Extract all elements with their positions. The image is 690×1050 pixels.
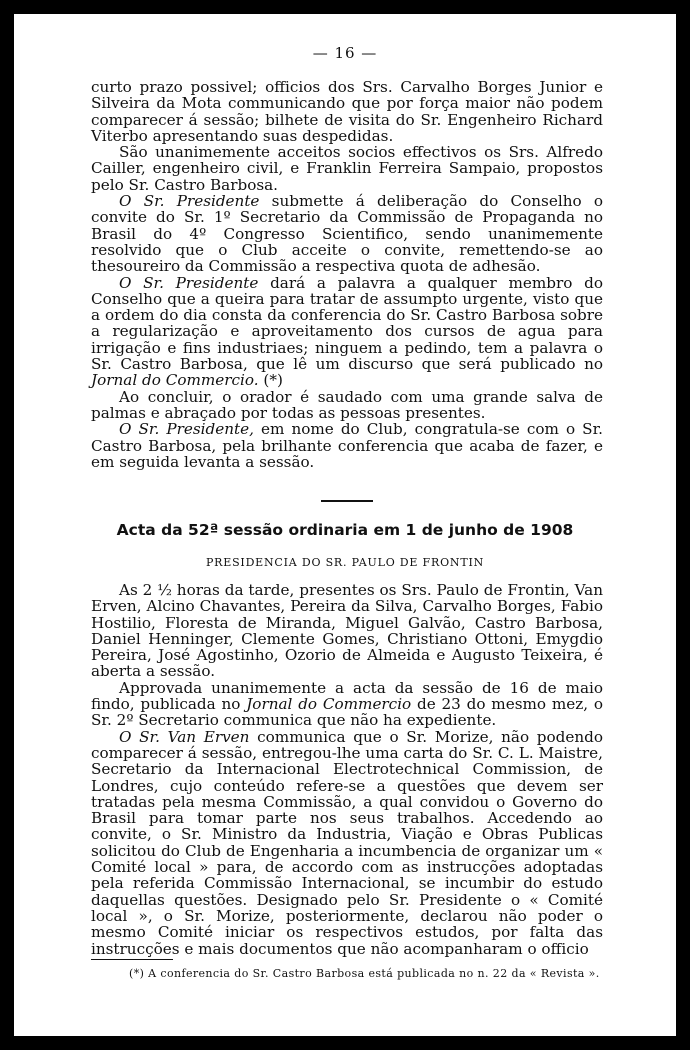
minutes-body [91,582,603,957]
paragraph-text: de 23 do mesmo mez, o Sr. 2º Secretario communica que não ha expediente. [91,695,603,730]
paragraph [91,729,603,957]
footnote-marker: (*) [258,371,283,390]
paragraph: Ao concluir, o orador é saudado com uma grande salva de palmas e abraçado por todas as pessoas presentes. [91,387,603,422]
paragraph [91,193,603,274]
paragraph-text: Approvada unanimemente a acta da sessão de 16 de maio findo, publicada no [91,678,603,714]
speaker-name: O Sr. Van Erven [119,727,250,746]
paragraph-text: submette á deliberação do Conselho o convite do Sr. 1º Secretario da Commissão de Propaganda no Brasil do 4º Congresso Scientifico, sendo unanimemente resolvido que o Club acceite o convite, remettendo-se ao thesoureiro da Commissão a respectiva quota de adhesão. [91,192,603,276]
footnote: (*) A conferencia do Sr. Castro Barbosa está publicada no n. 22 da « Revista ». [129,967,600,980]
paragraph: As 2 ½ horas da tarde, presentes os Srs. Paulo de Frontin, Van Erven, Alcino Chavantes, Pereira da Silva, Carvalho Borges, Fabio Hostilio, Floresta de Miranda, Miguel Galvão, Castro Barbosa, Daniel Henninger, Clemente Gomes, Christiano Ottoni, Emygdio Pereira, José Agostinho, Ozorio de Almeida e Augusto Teixeira, é aberta a sessão. [91,581,603,681]
journal-name: Jornal do Commercio [246,695,412,714]
page-number: — 16 — [312,44,378,62]
speaker-name: O Sr. Presidente, [119,420,254,439]
minutes-continuation [91,79,603,470]
paragraph [91,680,603,729]
section-divider [321,500,373,502]
acta-heading: Acta da 52ª sessão ordinaria em 1 de junho de 1908 [116,521,574,539]
paragraph [91,421,603,470]
paragraph: São unanimemente acceitos socios effectivos os Srs. Alfredo Cailler, engenheiro civil, e Franklin Ferreira Sampaio, propostos pelo Sr. Castro Barbosa. [91,143,603,194]
paragraph-text: dará a palavra a qualquer membro do Conselho que a queira para tratar de assumpto urgente, visto que a ordem do dia consta da conferencia do Sr. Castro Barbosa sobre a regularização e aproveitamento dos cursos de agua para irrigação e fins industriaes; ninguem a pedindo, tem a palavra o Sr. Castro Barbosa, que lê um discurso que será publicado no [91,273,603,374]
paragraph [91,275,603,389]
paragraph-text: communica que o Sr. Morize, não podendo comparecer á sessão, entregou-lhe uma carta do Sr. C. L. Maistre, Secretario da Internacional Electrotechnical Commission, de Londres, cujo conteúdo refere-se a questões que devem ser tratadas pela mesma Commissão, a qual convidou o Governo do Brasil para tomar parte nos seus trabalhos. Accedendo ao convite, o Sr. Ministro da Industria, Viação e Obras Publicas solicitou do Club de Engenharia a incumbencia de organizar um « Comité local » para, de accordo com as instrucções adoptadas pela referida Commissão Internacional, se incumbir do estudo daquellas questões. Designado pelo Sr. Presidente o « Comité local », o Sr. Morize, posteriormente, declarou não poder o mesmo Comité iniciar os respectivos estudos, por falta das instrucções e mais documentos que não acompanharam o officio [91,727,603,958]
speaker-name: O Sr. Presidente [119,273,259,292]
speaker-name: O Sr. Presidente [119,192,260,211]
paragraph-text: em nome do Club, congratula-se com o Sr. Castro Barbosa, pela brilhante conferencia que acaba de fazer, e em seguida levanta a sessão. [91,420,603,471]
footnote-divider [91,959,173,960]
presidency-subheading: PRESIDENCIA DO SR. PAULO DE FRONTIN [205,556,485,569]
document-page [14,14,676,1036]
journal-name: Jornal do Commercio. [91,371,259,390]
paragraph: curto prazo possivel; officios dos Srs. Carvalho Borges Junior e Silveira da Mota communicando que por força maior não podem comparecer á sessão; bilhete de visita do Sr. Engenheiro Richard Viterbo apresentando suas despedidas. [91,78,603,145]
